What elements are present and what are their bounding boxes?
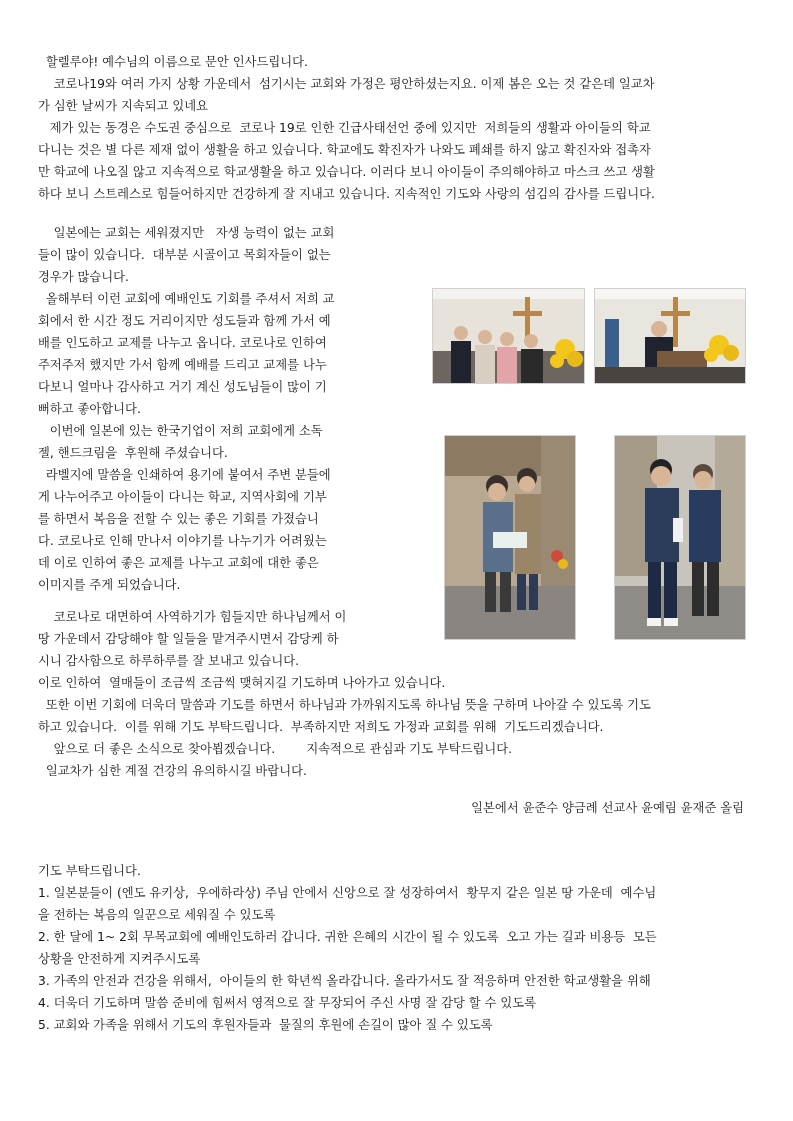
text-line: 주저주저 했지만 가서 함께 예배를 드리고 교제를 나누 [38,358,327,372]
text-line: 게 나누어주고 아이들이 다니는 학교, 지역사회에 기부 [38,490,327,504]
donation-women-photo [444,435,576,640]
text-line: 앞으로 더 좋은 소식으로 찾아뵙겠습니다. 지속적으로 관심과 기도 부탁드립니다. [38,742,513,756]
text-line: 이번에 일본에 있는 한국기업이 저희 교회에게 소독 [38,424,323,438]
text-line: 또한 이번 기회에 더욱더 말씀과 기도를 하면서 하나님과 가까워지도록 하나님 뜻을 구하며 나아갈 수 있도록 기도 [38,698,651,712]
prayer-line: 2. 한 달에 1~ 2회 무목교회에 예배인도하러 갑니다. 귀한 은혜의 시간이 될 수 있도록 오고 가는 길과 비용등 모든 [38,930,657,944]
text-line: 만 학교에 나오질 않고 지속적으로 학교생활을 하고 있습니다. 이러다 보니 아이들이 주의해야하고 마스크 쓰고 생활 [38,165,655,179]
text-line: 하다 보니 스트레스로 힘들어하지만 건강하게 잘 지내고 있습니다. 지속적인 기도와 사랑의 섬김의 감사를 드립니다. [38,187,655,201]
text-line: 이로 인하여 열매들이 조금씩 조금씩 맺혀지길 기도하며 나아가고 있습니다. [38,676,446,690]
intro-paragraph [38,51,754,117]
pastor-preaching-photo [594,288,746,384]
churches-paragraph [38,222,384,596]
signature: 일본에서 윤준수 양금례 선교사 윤예림 윤재준 올림 [471,801,744,815]
text-line: 를 하면서 복음을 전할 수 있는 좋은 기회를 가졌습니 [38,512,319,526]
church-group-photo [432,288,585,384]
prayer-section [38,860,754,1036]
text-line: 회에서 한 시간 정도 거리이지만 성도들과 함께 가서 예 [38,314,331,328]
prayer-line: 3. 가족의 안전과 건강을 위해서, 아이들의 한 학년씩 올라갑니다. 올라가서도 잘 적응하며 안전한 학교생활을 위해 [38,974,651,988]
prayer-line: 상황을 안전하게 지켜주시도록 [38,952,201,966]
situation-paragraph [38,117,754,205]
text-line: 코로나19와 여러 가지 상황 가운데서 섬기시는 교회와 가정은 평안하셨는지요. 이제 봄은 오는 것 같은데 일교차 [38,77,655,91]
text-line: 데 이로 인하여 좋은 교제를 나누고 교회에 대한 좋은 [38,556,319,570]
closing-narrow-paragraph [38,606,384,672]
text-line: 시니 감사함으로 하루하루를 잘 보내고 있습니다. [38,654,300,668]
text-line: 다보니 얼마나 감사하고 거기 계신 성도님들이 많이 기 [38,380,327,394]
text-line: 다. 코로나로 인해 만나서 이야기를 나누기가 어려웠는 [38,534,327,548]
prayer-line: 4. 더욱더 기도하며 말씀 준비에 힘써서 영적으로 잘 무장되어 주신 사명 잘 감당 할 수 있도록 [38,996,537,1010]
text-line: 하고 있습니다. 이를 위해 기도 부탁드립니다. 부족하지만 저희도 가정과 교회를 위해 기도드리겠습니다. [38,720,604,734]
text-line: 올해부터 이런 교회에 예배인도 기회를 주셔서 저희 교 [38,292,335,306]
text-line: 땅 가운데서 감당해야 할 일들을 맡겨주시면서 감당케 하 [38,632,339,646]
prayer-heading: 기도 부탁드립니다. [38,864,141,878]
text-line: 들이 많이 있습니다. 대부분 시골이고 목회자들이 없는 [38,248,331,262]
donation-men-photo [614,435,746,640]
prayer-line: 을 전하는 복음의 일꾼으로 세워질 수 있도록 [38,908,276,922]
text-line: 할렐루야! 예수님의 이름으로 문안 인사드립니다. [38,55,308,69]
text-line: 이미지를 주게 되었습니다. [38,578,181,592]
text-line: 가 심한 날씨가 지속되고 있네요 [38,99,209,113]
text-line: 젤, 핸드크림을 후원해 주셨습니다. [38,446,228,460]
text-line: 배를 인도하고 교제를 나누고 옵니다. 코로나로 인하여 [38,336,327,350]
text-line: 일본에는 교회는 세워졌지만 자생 능력이 없는 교회 [38,226,335,240]
closing-wide-paragraph [38,672,754,782]
prayer-line: 5. 교회와 가족을 위해서 기도의 후원자들과 물질의 후원에 손길이 많아 질 수 있도록 [38,1018,493,1032]
text-line: 경우가 많습니다. [38,270,129,284]
text-line: 제가 있는 동경은 수도권 중심으로 코로나 19로 인한 긴급사태선언 중에 있지만 저희들의 생활과 아이들의 학교 [38,121,651,135]
text-line: 다니는 것은 별 다른 제재 없이 생활을 하고 있습니다. 학교에도 확진자가 나와도 폐쇄를 하지 않고 확진자와 접촉자 [38,143,651,157]
prayer-line: 1. 일본분들이 (엔도 유키상, 우에하라상) 주님 안에서 신앙으로 잘 성장하여서 황무지 같은 일본 땅 가운데 예수님 [38,886,657,900]
text-line: 뻐하고 좋아합니다. [38,402,141,416]
text-line: 일교차가 심한 계절 건강의 유의하시길 바랍니다. [38,764,307,778]
text-line: 코로나로 대면하여 사역하기가 힘들지만 하나님께서 이 [38,610,347,624]
text-line: 라벨지에 말씀을 인쇄하여 용기에 붙여서 주변 분들에 [38,468,331,482]
